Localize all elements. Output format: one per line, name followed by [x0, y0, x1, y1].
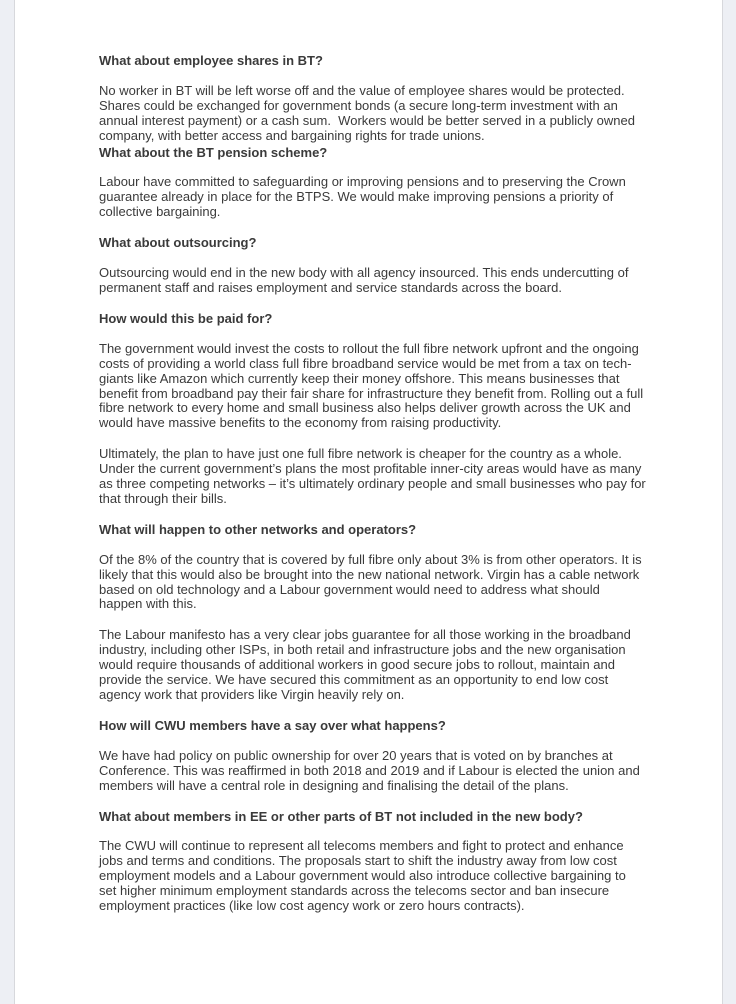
answer-paragraph: The Labour manifesto has a very clear jobs guarantee for all those working in the broadband industry, including other ISPs, in both retail and infrastructure jobs and the new organisation would require thousands of additional workers in good secure jobs to rollout, maintain and provide the service. We have secured this commitment as an opportunity to end low cost agency work that providers like Virgin heavily rely on.	[99, 627, 635, 702]
answer-paragraph: No worker in BT will be left worse off and the value of employee shares would be protected. Shares could be exchanged for government bonds (a secure long-term investment with an annual interest payment) or a cash sum. Workers would be better served in a publicly owned company, with better access and bargaining rights for trade unions.	[99, 82, 639, 143]
faq-section	[99, 310, 650, 507]
answer-paragraph: Ultimately, the plan to have just one full fibre network is cheaper for the country as a whole. Under the current government’s plans the most profitable inner-city areas would have as many as three competing networks – it’s ultimately ordinary people and small businesses who pay for that through their bills.	[99, 446, 650, 506]
faq-section	[99, 236, 646, 296]
answer-paragraph: Of the 8% of the country that is covered by full fibre only about 3% is from other operators. It is likely that this would also be brought into the new national network. Virgin has a cable network based on old technology and a Labour government would need to address what should happen with this.	[99, 551, 646, 612]
question-heading: What about employee shares in BT?	[99, 53, 323, 68]
faq-section	[99, 810, 646, 914]
answer-paragraph: Labour have committed to safeguarding or improving pensions and to preserving the Crown guarantee already in place for the BTPS. We would make improving pensions a priority of collective bargaining.	[99, 174, 630, 220]
answer-paragraph: Outsourcing would end in the new body with all agency insourced. This ends undercutting of permanent staff and raises employment and service standards across the board.	[99, 265, 633, 295]
answer-paragraph: The government would invest the costs to rollout the full fibre network upfront and the ongoing costs of providing a world class full fibre broadband service would be met from a tax on tech-giants like Amazon which currently keep their money offshore. This means businesses that benefit from broadband pay their fair share for infrastructure they benefit from. Rolling out a full fibre network to every home and small business also helps deliver growth across the UK and would have massive benefits to the economy from raising productivity.	[99, 340, 647, 431]
question-heading: What about outsourcing?	[99, 235, 257, 251]
question-heading: How would this be paid for?	[99, 310, 273, 326]
question-heading: How will CWU members have a say over what happens?	[99, 717, 446, 733]
faq-section	[99, 523, 646, 703]
faq-section	[99, 719, 646, 794]
faq-section	[99, 146, 646, 221]
question-heading: What about the BT pension scheme?	[99, 144, 328, 160]
question-heading: What about members in EE or other parts of BT not included in the new body?	[99, 808, 583, 824]
document-page	[14, 0, 723, 1004]
answer-paragraph: We have had policy on public ownership for over 20 years that is voted on by branches at Conference. This was reaffirmed in both 2018 and 2019 and if Labour is elected the union and members will have a central role in designing and finalising the detail of the plans.	[99, 747, 644, 793]
question-heading: What will happen to other networks and operators?	[99, 521, 417, 537]
faq-section	[99, 54, 646, 144]
answer-paragraph: The CWU will continue to represent all telecoms members and fight to protect and enhance jobs and terms and conditions. The proposals start to shift the industry away from low cost employment models and a Labour government would also introduce collective bargaining to set higher minimum employment standards across the telecoms sector and ban insecure employment practices (like low cost agency work or zero hours contracts).	[99, 838, 630, 914]
